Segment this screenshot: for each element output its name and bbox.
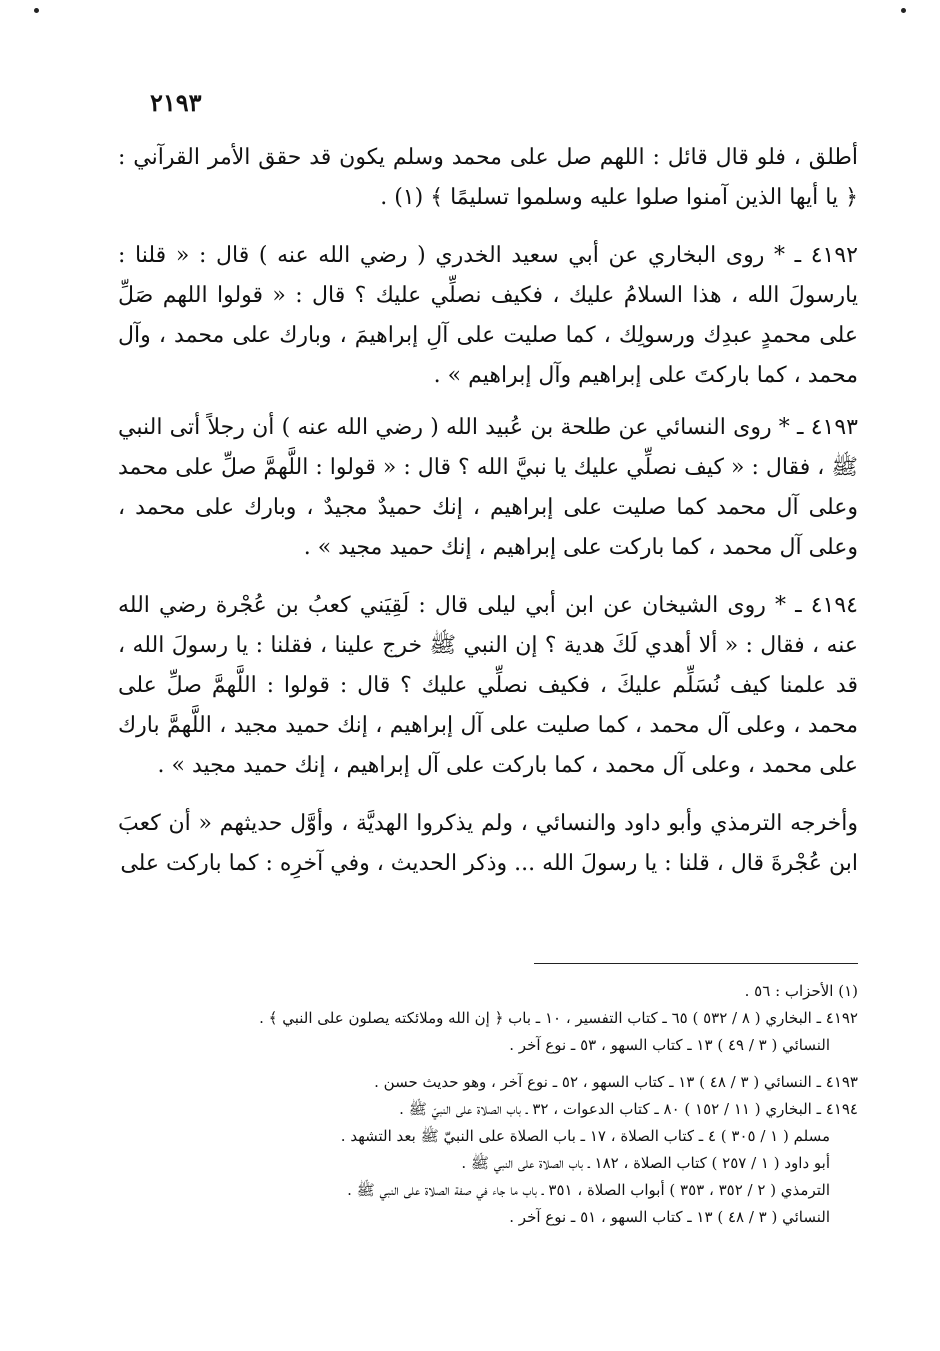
footnote-4193-nasai: ٤١٩٣ ـ النسائي ( ٣ / ٤٨ ) ١٣ ـ كتاب السهو ، ٥٢ ـ نوع آخر ، وهو حديث حسن .	[374, 1073, 858, 1091]
footnote-divider	[534, 963, 858, 964]
scan-dot-left	[34, 8, 39, 13]
footnote-4192-nasai: النسائي ( ٣ / ٤٩ ) ١٣ ـ كتاب السهو ، ٥٣ ـ نوع آخر .	[509, 1036, 830, 1054]
footnote-4194-tirmidhi: الترمذي ( ٢ / ٣٥٢ ، ٣٥٣ ) أبواب الصلاة ، ٣٥١ ـ باب ما جاء في صفة الصلاة على النبي ﷺ .	[347, 1181, 830, 1199]
footnote-1: (١) الأحزاب : ٥٦ .	[744, 982, 858, 1000]
page-number: ٢١٩٣	[150, 88, 202, 117]
footnote-4194-muslim: مسلم ( ١ / ٣٠٥ ) ٤ ـ كتاب الصلاة ، ١٧ ـ باب الصلاة على النبيّ ﷺ بعد التشهد .	[340, 1127, 830, 1145]
hadith-4194: ٤١٩٤ ـ * روى الشيخان عن ابن أبي ليلى قال : لَقِيَني كعبُ بن عُجْرة رضي الله عنه ، فقال : « ألا أهدي لَكَ هدية ؟ إن النبي ﷺ خرج علينا ، فقلنا : يا رسولَ الله ، قد علمنا كيف نُسَلِّم عليكَ ، فكيف نصلِّي عليك ؟ قال : قولوا : اللَّهمَّ صلِّ على محمد ، وعلى آل محمد ، كما صليت على آل إبراهيم ، إنك حميد مجيد ، اللَّهمَّ بارك على محمد ، وعلى آل محمد ، كما باركت على آل إبراهيم ، إنك حميد مجيد » .	[118, 593, 858, 778]
footnote-4194-bukhari: ٤١٩٤ ـ البخاري ( ١١ / ١٥٢ ) ٨٠ ـ كتاب الدعوات ، ٣٢ ـ باب الصلاة على النبيّ ﷺ .	[399, 1100, 858, 1118]
hadith-4192: ٤١٩٢ ـ * روى البخاري عن أبي سعيد الخدري ( رضي الله عنه ) قال : « قلنا : يارسولَ الله ، هذا السلامُ عليك ، فكيف نصلِّي عليك ؟ قال : « قولوا اللهم صَلِّ على محمدٍ عبدِك ورسولِك ، كما صليت على آلِ إبراهيمَ ، وبارك على محمد ، وآل محمد ، كما باركتَ على إبراهيم وآل إبراهيم » .	[118, 243, 858, 388]
paragraph-intro: أطلق ، فلو قال قائل : اللهم صل على محمد وسلم يكون قد حقق الأمر القرآني : ﴿ يا أيها الذين آمنوا صلوا عليه وسلموا تسليمًا ﴾ (١) .	[118, 145, 858, 210]
paragraph-takhrij: وأخرجه الترمذي وأبو داود والنسائي ، ولم يذكروا الهديَّة ، وأوَّل حديثهم « أن كعبَ ابن عُجْرةَ قال ، قلنا : يا رسولَ الله ... وذكر الحديث ، وفي آخرِه : كما باركت على	[118, 811, 858, 876]
main-text	[118, 138, 858, 902]
scan-dot-right	[901, 8, 906, 13]
footnote-4192-bukhari: ٤١٩٢ ـ البخاري ( ٨ / ٥٣٢ ) ٦٥ ـ كتاب التفسير ، ١٠ ـ باب ﴿ إن الله وملائكته يصلون على النبي ﴾ .	[259, 1009, 858, 1027]
footnote-4194-nasai: النسائي ( ٣ / ٤٨ ) ١٣ ـ كتاب السهو ، ٥١ ـ نوع آخر .	[509, 1208, 830, 1226]
footnotes	[200, 978, 858, 1231]
footnote-4194-abudawud: أبو داود ( ١ / ٢٥٧ ) كتاب الصلاة ، ١٨٢ ـ باب الصلاة على النبي ﷺ .	[461, 1154, 830, 1172]
hadith-4193: ٤١٩٣ ـ * روى النسائي عن طلحة بن عُبيد الله ( رضي الله عنه ) أن رجلاً أتى النبي ﷺ ، فقال : « كيف نصلِّي عليك يا نبيَّ الله ؟ قال : « قولوا : اللَّهمَّ صلِّ على محمد وعلى آل محمد كما صليت على إبراهيم ، إنك حميدٌ مجيدٌ ، وبارك على محمد ، وعلى آل محمد ، كما باركت على إبراهيم ، إنك حميد مجيد » .	[118, 415, 858, 560]
